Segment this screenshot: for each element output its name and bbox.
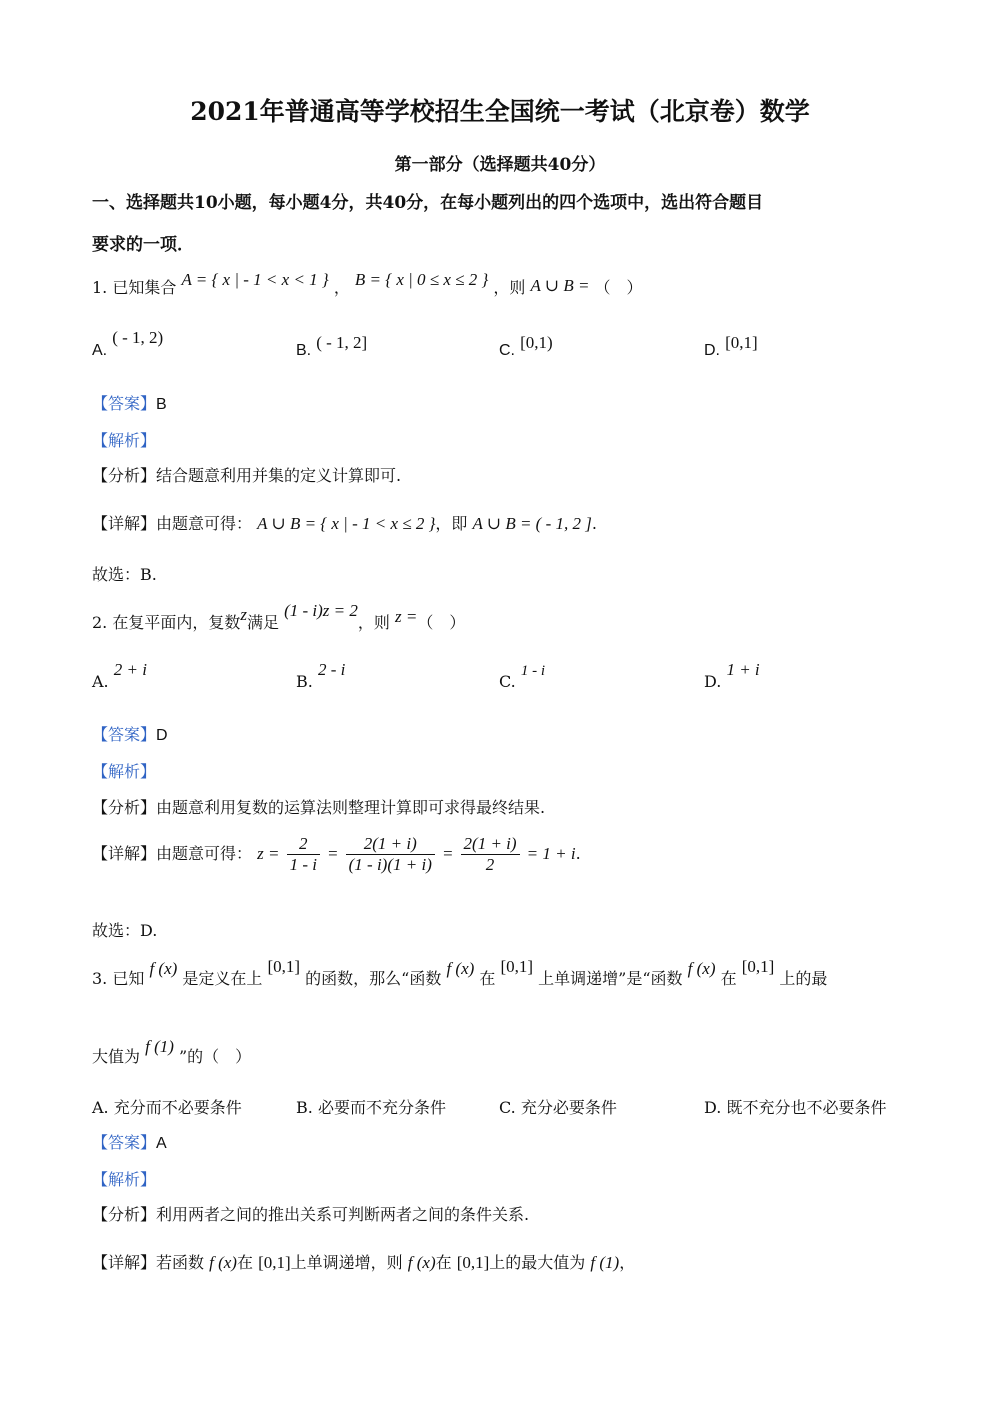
q3-option-b: B. 必要而不充分条件 <box>296 1098 446 1117</box>
fraction-1: $\frac{2}{1 - i}$ <box>287 834 320 875</box>
question-3-line2: 大值为 f (1) ”的（ ） <box>92 1037 252 1066</box>
q2-option-d: D. 1 + i <box>704 660 760 691</box>
q2-fenxi: 【分析】由题意利用复数的运算法则整理计算即可求得最终结果. <box>92 798 546 817</box>
q3-answer: 【答案】A <box>92 1133 167 1152</box>
question-1 <box>92 270 643 298</box>
q1-then: ，则 <box>493 278 526 297</box>
q1-expr: A ∪ B = <box>530 276 590 295</box>
q2-option-b: B. 2 - i <box>296 660 346 691</box>
section-heading-line2: 要求的一项． <box>92 235 194 255</box>
q2-option-a: A. 2 + i <box>92 660 147 691</box>
q2-analysis-label: 【解析】 <box>92 762 157 781</box>
q3-analysis-label: 【解析】 <box>92 1170 157 1189</box>
q1-analysis-label: 【解析】 <box>92 431 157 450</box>
q1-set-b: B = { x | 0 ≤ x ≤ 2 } <box>354 270 489 289</box>
q3-option-c: C. 充分必要条件 <box>499 1098 617 1117</box>
q3-detail: 【详解】若函数 f (x)在 [0,1]上单调递增，则 f (x)在 [0,1]上的最大值为 f (1)， <box>92 1253 636 1272</box>
q1-fenxi: 【分析】结合题意利用并集的定义计算即可. <box>92 466 402 485</box>
q3-fenxi: 【分析】利用两者之间的推出关系可判断两者之间的条件关系. <box>92 1205 530 1224</box>
q2-conclusion: 故选：D. <box>92 921 158 940</box>
fraction-2: $\frac{2(1 + i)}{(1 - i)(1 + i)}$ <box>346 834 435 875</box>
q1-comma: ， <box>333 278 350 297</box>
part-heading: 第一部分（选择题共40分） <box>394 155 606 175</box>
q3-option-a: A. 充分而不必要条件 <box>92 1098 242 1117</box>
q1-answer: 【答案】B <box>92 394 167 413</box>
question-3-line1: 3. 已知 f (x) 是定义在上 [0,1] 的函数，那么“函数 f (x) 在 [0,1] 上单调递增”是“函数 f (x) 在 [0,1] 上的最 <box>92 957 828 988</box>
q1-option-d: D. [0,1] <box>704 333 758 359</box>
q2-answer: 【答案】D <box>92 725 168 744</box>
page-title: 2021年普通高等学校招生全国统一考试（北京卷）数学 <box>190 97 810 126</box>
q1-option-c: C. [0,1) <box>499 333 553 359</box>
section-heading-line1: 一、选择题共10小题，每小题4分，共40分，在每小题列出的四个选项中，选出符合题目 <box>92 193 764 213</box>
q1-conclusion: 故选：B. <box>92 565 157 584</box>
q1-option-b: B. ( - 1, 2] <box>296 333 368 359</box>
q2-detail: 【详解】由题意可得： z = $\frac{2}{1 - i}$ = $\frac{2(1 + i)}{(1 - i)(1 + i)}$ = $\frac{2(1 + i)}{2}$ = 1 + i. <box>92 834 581 874</box>
q2-option-c: C. 1 - i <box>499 663 546 691</box>
question-2: 2. 在复平面内，复数z满足 (1 - i)z = 2，则 z =（ ） <box>92 601 466 632</box>
q3-option-d: D. 既不充分也不必要条件 <box>704 1098 887 1117</box>
q1-prefix: 1. 已知集合 <box>92 278 177 297</box>
fraction-3: $\frac{2(1 + i)}{2}$ <box>461 834 520 875</box>
q1-option-a: A. ( - 1, 2) <box>92 328 164 359</box>
q1-set-a: A = { x | - 1 < x < 1 } <box>181 270 329 289</box>
q1-detail: 【详解】由题意可得： A ∪ B = { x | - 1 < x ≤ 2 }，即 A ∪ B = ( - 1, 2 ]. <box>92 514 597 533</box>
q1-paren: （ ） <box>594 278 643 297</box>
